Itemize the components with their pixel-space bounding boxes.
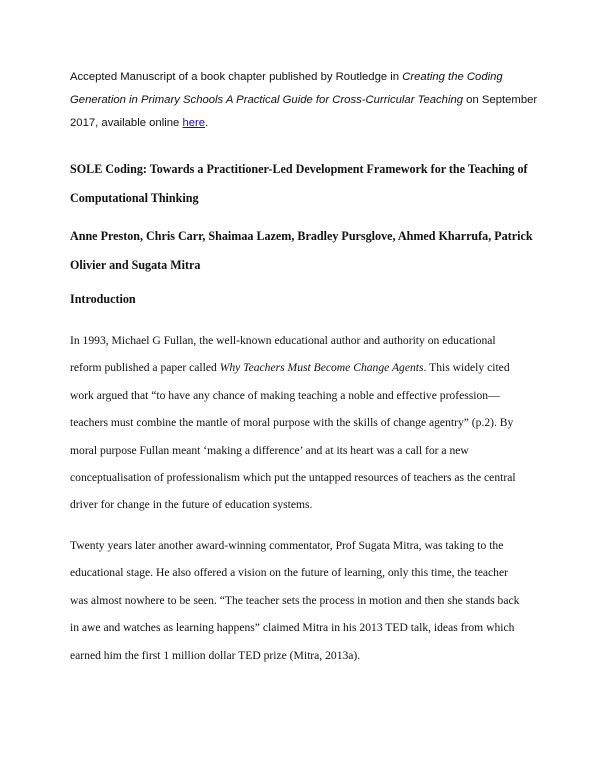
- line-text: reform published a paper called: [70, 361, 220, 375]
- paragraph-line: Twenty years later another award-winning commentator, Prof Sugata Mitra, was taking to the: [70, 539, 504, 552]
- paper-title: Why Teachers Must Become Change Agents: [219, 361, 424, 375]
- paragraph-line: work argued that “to have any chance of making teaching a noble and effective profession—: [70, 388, 500, 402]
- paragraph-line: moral purpose Fullan meant ‘making a difference’ and at its heart was a call for a new: [70, 443, 469, 457]
- paragraph-line: was almost nowhere to be seen. “The teacher sets the process in motion and then she stands back: [70, 593, 520, 607]
- section-heading: Introduction: [70, 292, 136, 306]
- line-text: . This widely cited: [423, 361, 510, 375]
- paragraph-line: conceptualisation of professionalism which put the untapped resources of teachers as the central: [70, 471, 516, 485]
- book-title: Creating the Coding Generation in Primary Schools A Practical Guide for Cross-Curricular Teaching: [70, 71, 503, 106]
- author-list: Anne Preston, Chris Carr, Shaimaa Lazem, Bradley Pursglove, Ahmed Kharrufa, Patrick Olivier and Sugata Mitra: [70, 229, 533, 272]
- notice-prefix: Accepted Manuscript of a book chapter published by Routledge in: [70, 71, 403, 83]
- paragraph-line: [70, 354, 538, 381]
- here-link[interactable]: here: [182, 117, 206, 129]
- paragraph-line: In 1993, Michael G Fullan, the well-known educational author and authority on educational: [70, 334, 496, 347]
- notice-middle: on September 2017, available online: [70, 94, 538, 129]
- chapter-title: SOLE Coding: Towards a Practitioner-Led Development Framework for the Teaching of Computational Thinking: [70, 162, 528, 205]
- paragraph-line: teachers must combine the mantle of moral purpose with the skills of change agentry” (p.2). By: [70, 416, 514, 430]
- paragraph-1: [70, 327, 538, 519]
- paragraph-line: in awe and watches as learning happens” claimed Mitra in his 2013 TED talk, ideas from which: [70, 621, 515, 635]
- paragraph-line: earned him the first 1 million dollar TED prize (Mitra, 2013a).: [70, 648, 361, 662]
- paragraph-2: [70, 532, 538, 669]
- paragraph-line: educational stage. He also offered a vision on the future of learning, only this time, the teacher: [70, 566, 508, 580]
- manuscript-notice: [70, 66, 540, 135]
- notice-suffix: .: [205, 117, 209, 129]
- paragraph-line: driver for change in the future of education systems.: [70, 498, 313, 512]
